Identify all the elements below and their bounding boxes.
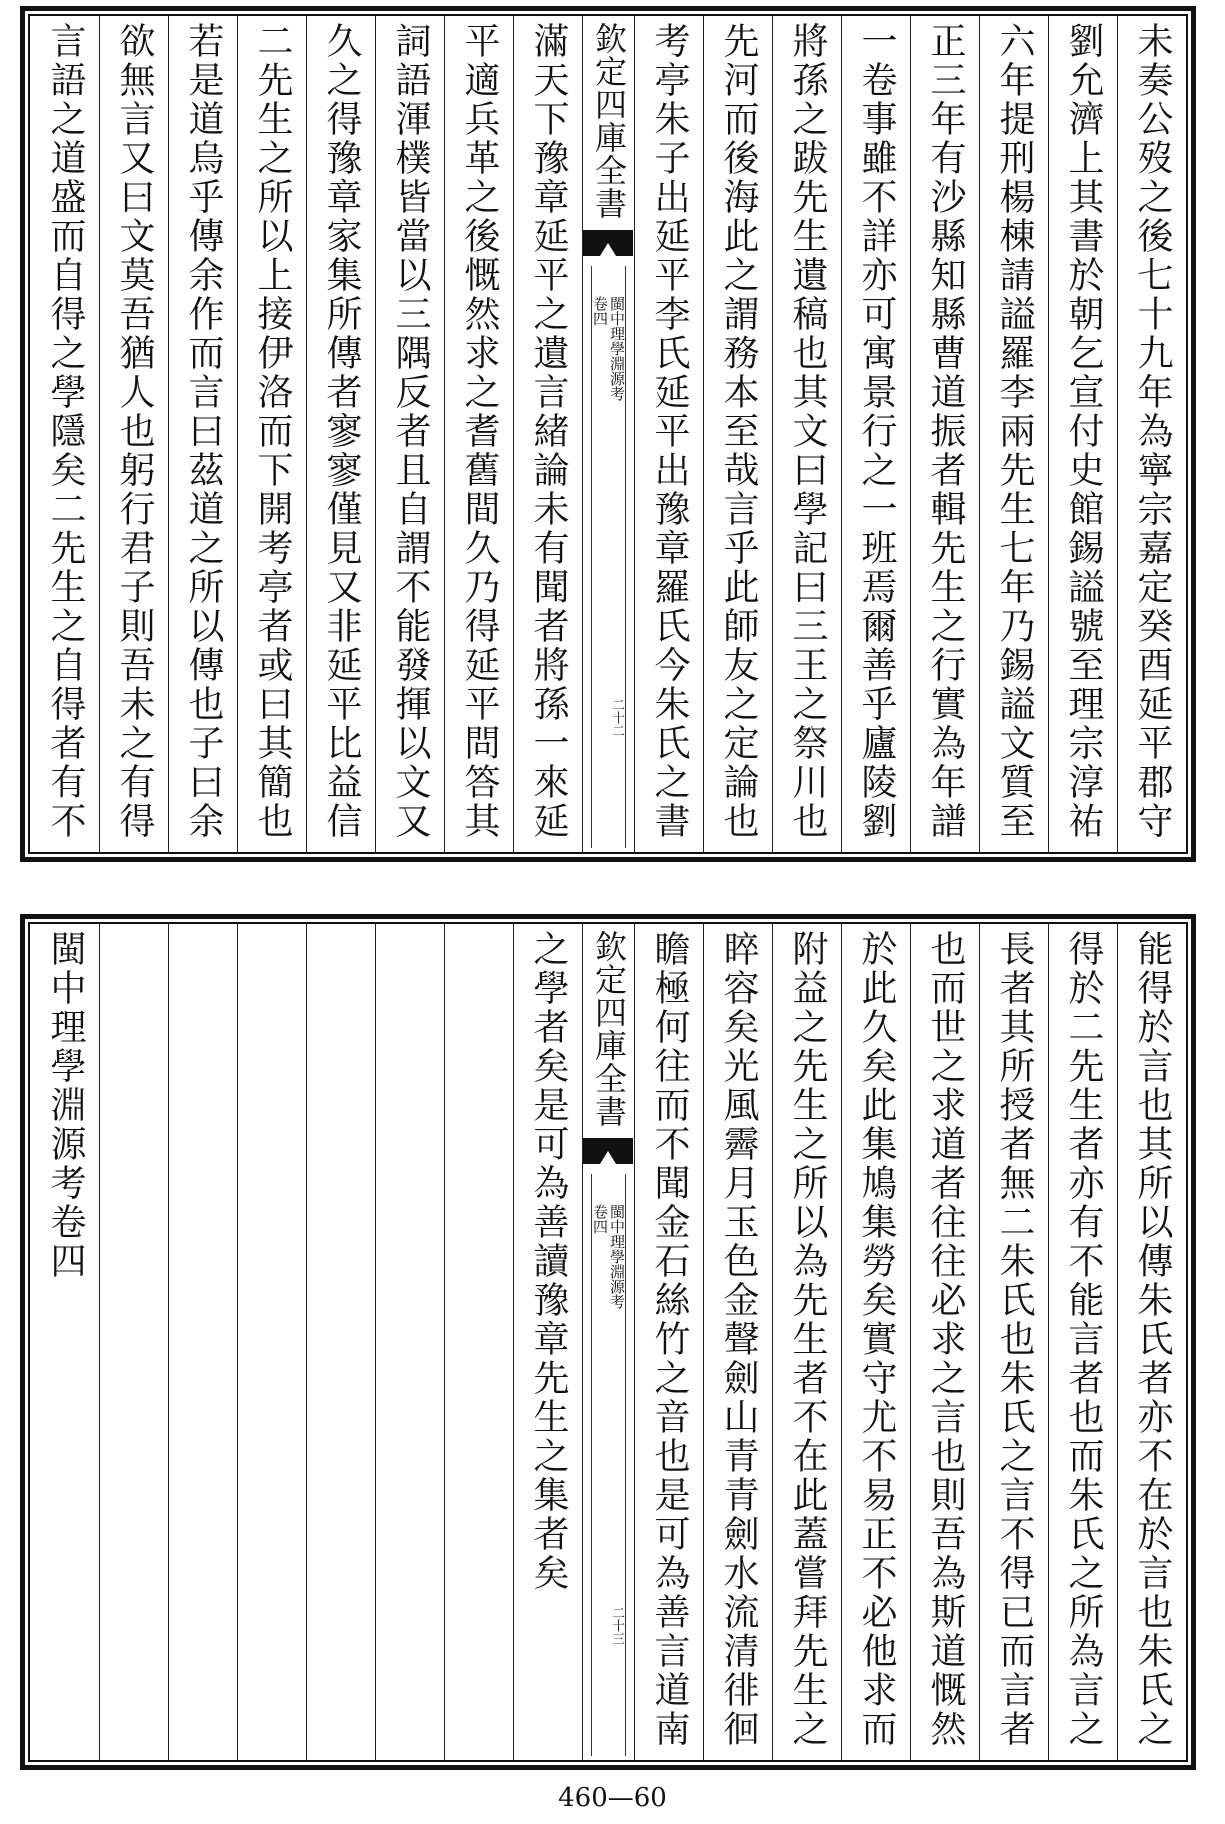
text-frame — [28, 922, 1188, 1762]
text-column: 也而世之求道者往往必求之言也則吾為斯道慨然 — [910, 924, 979, 1760]
book-title: 閩中理學淵源考 — [608, 1204, 626, 1309]
fold-labels — [592, 1204, 625, 1309]
juan-label: 卷四 — [591, 1204, 609, 1234]
text-column: 正三年有沙縣知縣曹道振者輯先生之行實為年譜 — [910, 16, 979, 852]
fish-tail-shape — [583, 1138, 633, 1164]
end-title-column: 閩中理學淵源考卷四 — [45, 930, 86, 1281]
text-column: 平適兵革之後慨然求之耆舊間久乃得延平問答其 — [444, 16, 513, 852]
text-column: 瞻極何往而不聞金石絲竹之音也是可為善言道南 — [634, 924, 703, 1760]
leaf-number: 二十三 — [609, 1606, 624, 1645]
leaf-number: 二十二 — [609, 698, 624, 737]
center-fold-column — [582, 16, 634, 852]
fish-tail-mark — [583, 230, 633, 258]
text-column: 劉允濟上其書於朝乞宣付史館錫謚號至理宗淳祐 — [1048, 16, 1117, 852]
empty-column — [375, 924, 444, 1760]
text-column: 能得於言也其所以傳朱氏者亦不在於言也朱氏之 — [1117, 924, 1186, 1760]
empty-column — [444, 924, 513, 1760]
text-column: 若是道烏乎傳余作而言曰茲道之所以傳也子曰余 — [168, 16, 237, 852]
text-column: 未奏公歿之後七十九年為寧宗嘉定癸酉延平郡守 — [1117, 16, 1186, 852]
text-column: 得於二先生者亦有不能言者也而朱氏之所為言之 — [1048, 924, 1117, 1760]
fish-tail-mark — [583, 1138, 633, 1166]
text-column: 久之得豫章家集所傳者寥寥僅見又非延平比益信 — [306, 16, 375, 852]
text-column: 附益之先生之所以為先生者不在此蓋嘗拜先生之 — [772, 924, 841, 1760]
text-column: 先河而後海此之謂務本至哉言乎此師友之定論也 — [703, 16, 772, 852]
text-column: 詞語渾樸皆當以三隅反者且自謂不能發揮以文又 — [375, 16, 444, 852]
fold-labels — [592, 296, 625, 401]
page-label: 460—60 — [558, 1783, 667, 1813]
fold-strip — [591, 266, 626, 848]
text-column: 六年提刑楊棟請謚羅李兩先生七年乃錫謚文質至 — [979, 16, 1048, 852]
fold-strip — [591, 1174, 626, 1756]
text-column: 言語之道盛而自得之學隱矣二先生之自得者有不 — [45, 22, 86, 841]
text-column: 之學者矣是可為善讀豫章先生之集者矣 — [513, 924, 582, 1760]
page-panel-top — [20, 6, 1196, 862]
text-column: 長者其所授者無二朱氏也朱氏之言不得已而言者 — [979, 924, 1048, 1760]
text-column: 將孫之跋先生遺稿也其文曰學記曰三王之祭川也 — [772, 16, 841, 852]
center-fold-column — [582, 924, 634, 1760]
empty-column — [168, 924, 237, 1760]
juan-label: 卷四 — [591, 296, 609, 326]
page-panel-bottom — [20, 914, 1196, 1770]
text-column: 二先生之所以上接伊洛而下開考亭者或曰其簡也 — [237, 16, 306, 852]
text-column: 於此久矣此集鳩集勞矣實守尤不易正不必他求而 — [841, 924, 910, 1760]
text-column: 一卷事雖不詳亦可寓景行之一班焉爾善乎廬陵劉 — [841, 16, 910, 852]
empty-column — [306, 924, 375, 1760]
collection-title: 欽定四庫全書 — [590, 22, 628, 220]
text-frame — [28, 14, 1188, 854]
empty-column — [237, 924, 306, 1760]
empty-column — [99, 924, 168, 1760]
text-column: 睟容矣光風霽月玉色金聲劍山青青劍水流清徘徊 — [703, 924, 772, 1760]
fish-tail-shape — [583, 230, 633, 256]
book-title: 閩中理學淵源考 — [608, 296, 626, 401]
text-column: 滿天下豫章延平之遺言緒論未有聞者將孫一來延 — [513, 16, 582, 852]
collection-title: 欽定四庫全書 — [590, 930, 628, 1128]
text-column: 考亭朱子出延平李氏延平出豫章羅氏今朱氏之書 — [634, 16, 703, 852]
text-column: 欲無言又曰文莫吾猶人也躬行君子則吾未之有得 — [99, 16, 168, 852]
